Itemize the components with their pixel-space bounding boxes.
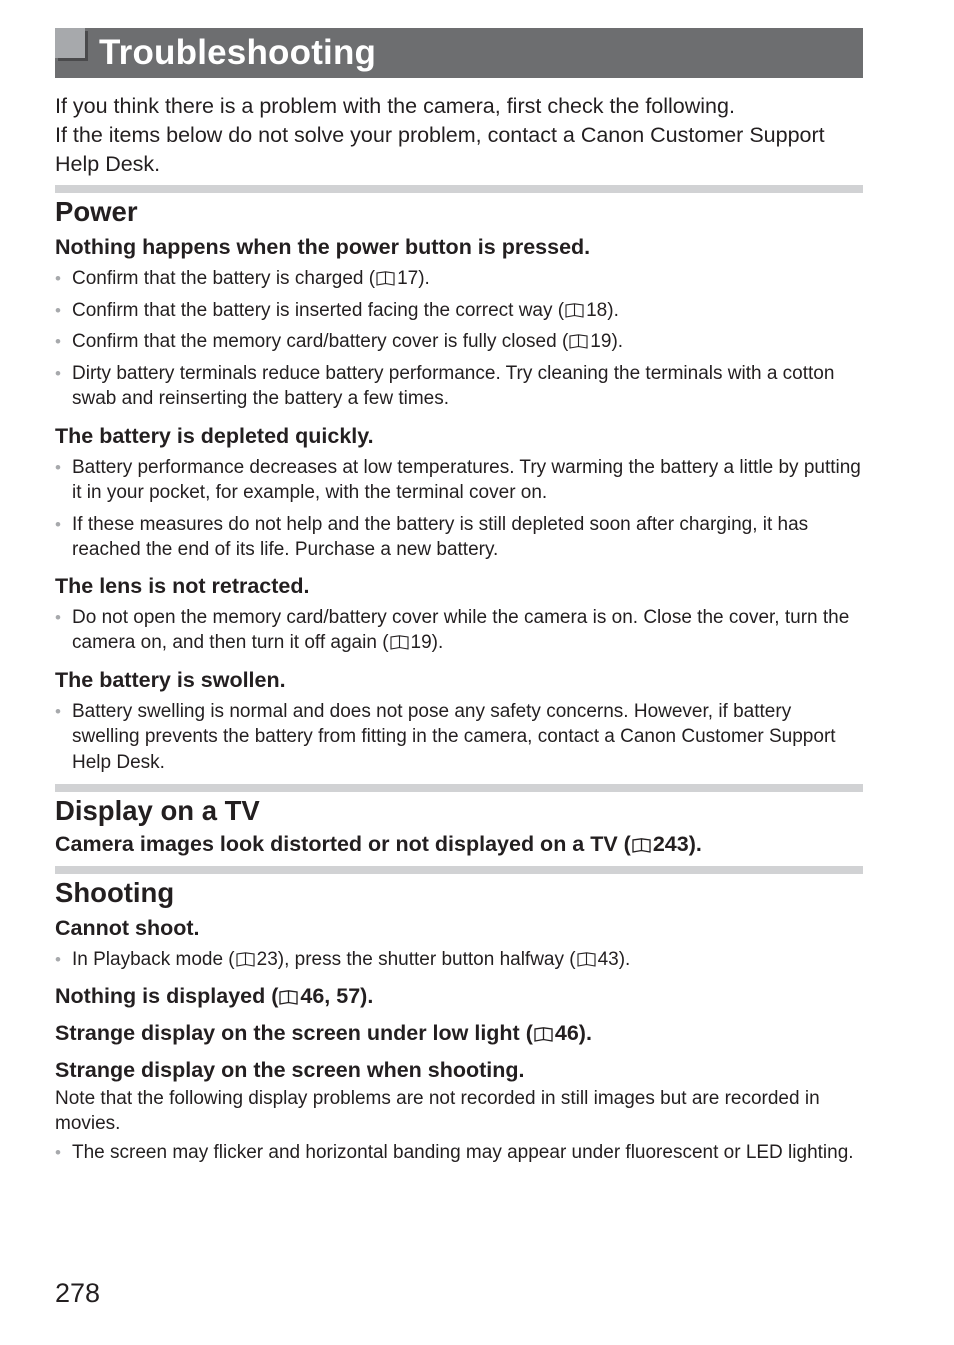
title-square-decoration — [55, 28, 85, 58]
list-item: • In Playback mode ( 23), press the shutter button halfway ( 43). — [55, 947, 863, 973]
book-icon — [569, 334, 588, 349]
list-item: • Battery swelling is normal and does not pose any safety concerns. However, if battery swelling prevents the battery from fitting in the camera, contact a Canon Customer Support Help Desk. — [55, 699, 863, 776]
list-item: • The screen may flicker and horizontal banding may appear under fluorescent or LED lighting. — [55, 1140, 863, 1166]
list-item: • Confirm that the battery is inserted facing the correct way ( 18). — [55, 298, 863, 324]
section-divider-shooting — [55, 866, 863, 874]
book-icon — [279, 990, 298, 1005]
book-icon — [390, 635, 409, 650]
solution-list-strange-display — [55, 1140, 863, 1166]
problem-heading-low-light: Strange display on the screen under low light ( 46). — [55, 1020, 592, 1045]
section-title-shooting: Shooting — [55, 877, 175, 908]
book-icon — [534, 1027, 553, 1042]
problem-heading-battery-swollen: The battery is swollen. — [55, 667, 286, 692]
problem-heading-cannot-shoot: Cannot shoot. — [55, 916, 200, 940]
book-icon — [577, 952, 596, 967]
section-title-tv: Display on a TV — [55, 795, 260, 826]
strange-display-note: Note that the following display problems are not recorded in still images but are recorded in movies. — [55, 1087, 820, 1134]
problem-heading-no-power: Nothing happens when the power button is pressed. — [55, 235, 591, 259]
solution-list-battery-swollen — [55, 699, 863, 776]
solution-list-lens-not-retracted — [55, 605, 863, 656]
page-content — [55, 28, 863, 1165]
solution-list-battery-depleted — [55, 455, 863, 563]
intro-line-1: If you think there is a problem with the camera, first check the following. — [55, 94, 735, 118]
title-bar — [55, 28, 863, 78]
list-item: • Confirm that the battery is charged ( 17). — [55, 266, 863, 292]
intro-text — [55, 92, 863, 179]
list-item: • Dirty battery terminals reduce battery performance. Try cleaning the terminals with a cotton swab and reinserting the battery a few times. — [55, 361, 863, 412]
book-icon — [565, 303, 584, 318]
page-number: 278 — [55, 1278, 101, 1308]
problem-heading-lens-not-retracted: The lens is not retracted. — [55, 573, 310, 598]
problem-heading-battery-depleted: The battery is depleted quickly. — [55, 423, 374, 448]
solution-list-cannot-shoot — [55, 947, 863, 973]
intro-line-2: If the items below do not solve your problem, contact a Canon Customer Support Help Desk. — [55, 123, 825, 176]
problem-heading-tv-distorted: Camera images look distorted or not displayed on a TV ( 243). — [55, 832, 702, 856]
problem-heading-strange-display: Strange display on the screen when shooting. — [55, 1057, 525, 1082]
section-divider-tv — [55, 784, 863, 792]
list-item: • Do not open the memory card/battery cover while the camera is on. Close the cover, turn the camera on, and then turn it off again ( 19). — [55, 605, 863, 656]
list-item: • Battery performance decreases at low temperatures. Try warming the battery a little by putting it in your pocket, for example, with the terminal cover on. — [55, 455, 863, 506]
list-item: • If these measures do not help and the battery is still depleted soon after charging, it has reached the end of its life. Purchase a new battery. — [55, 512, 863, 563]
book-icon — [376, 271, 395, 286]
list-item: • Confirm that the memory card/battery cover is fully closed ( 19). — [55, 329, 863, 355]
solution-list-no-power — [55, 266, 863, 412]
section-title-power: Power — [55, 196, 138, 227]
book-icon — [236, 952, 255, 967]
page-title: Troubleshooting — [99, 33, 377, 72]
problem-heading-nothing-displayed: Nothing is displayed ( 46, 57). — [55, 983, 374, 1008]
book-icon — [632, 838, 651, 853]
section-divider-power — [55, 185, 863, 193]
